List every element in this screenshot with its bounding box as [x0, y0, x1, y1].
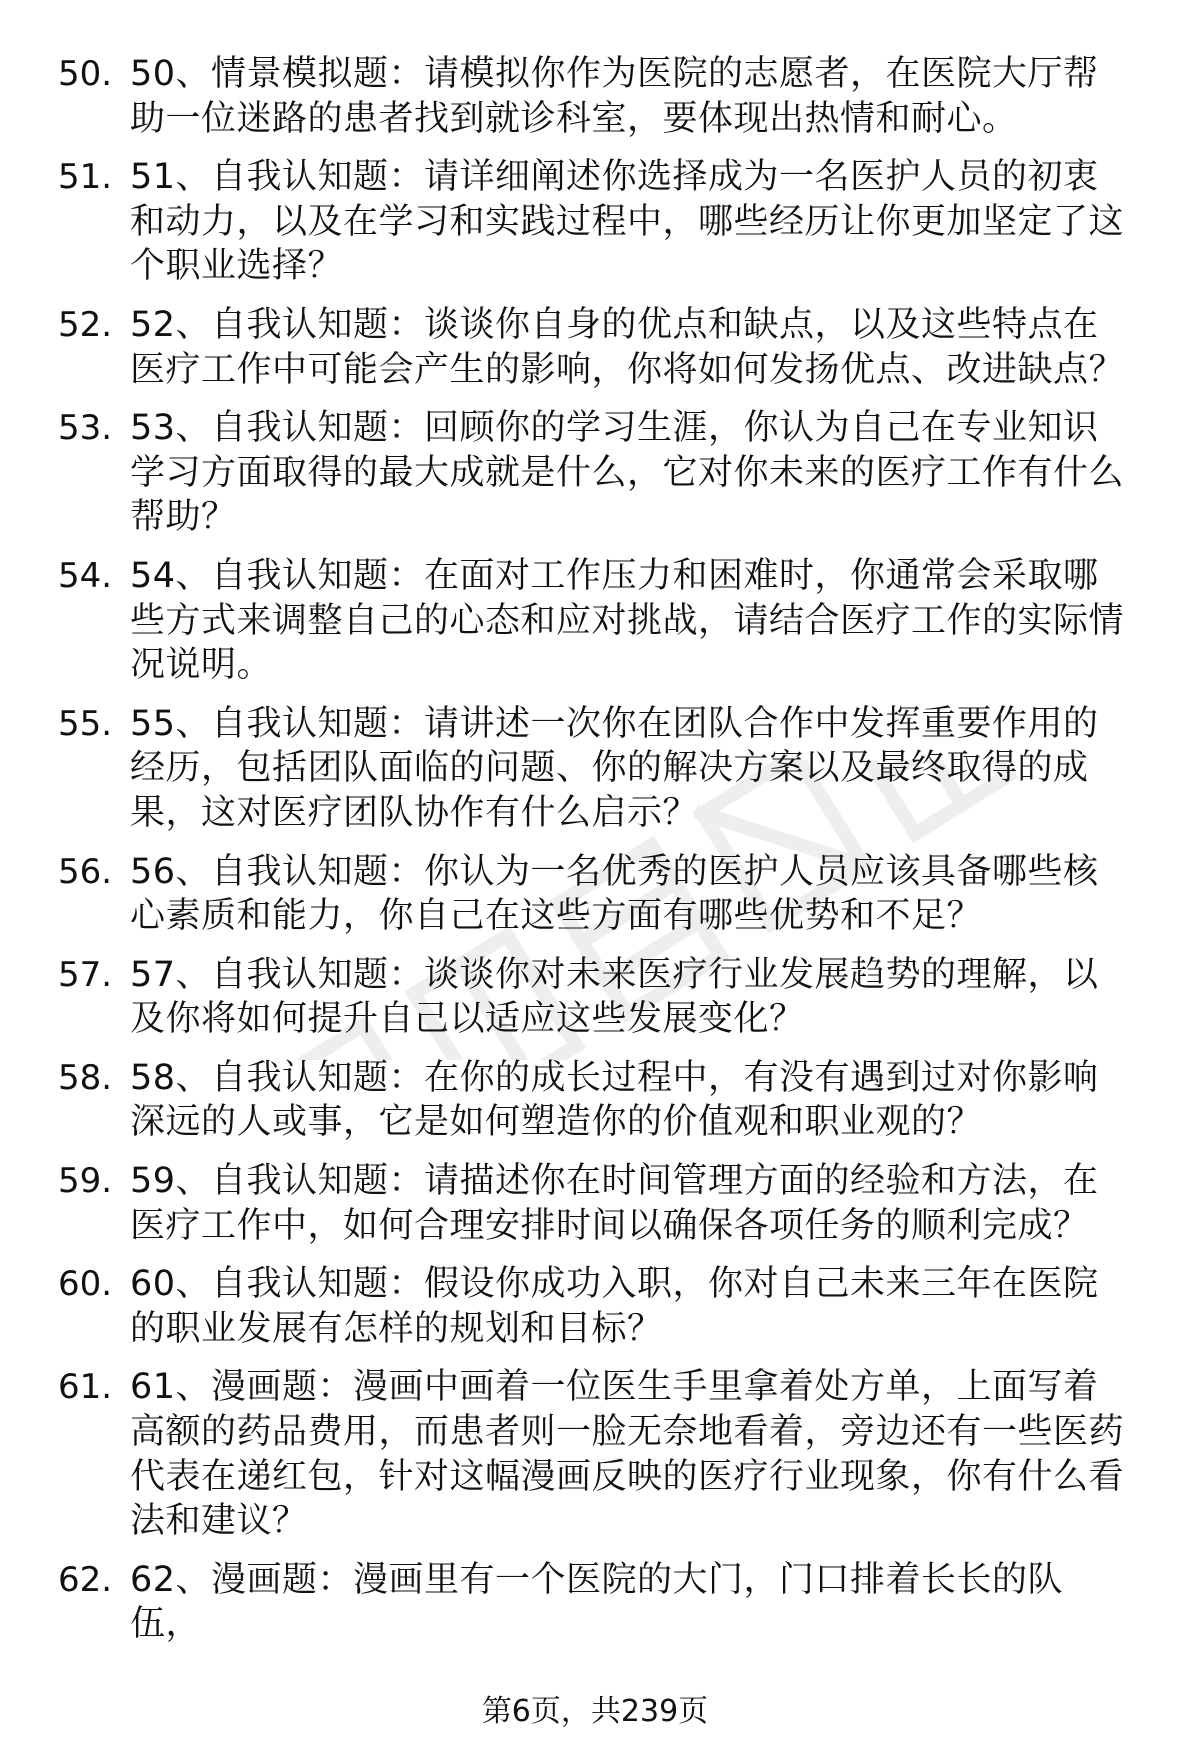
- question-item: [58, 155, 1158, 289]
- question-item: [58, 406, 1158, 540]
- question-number: 51.: [58, 157, 113, 198]
- question-item: [58, 850, 1158, 939]
- question-text: 56、自我认知题：你认为一名优秀的医护人员应该具备哪些核心素质和能力，你自己在这些方面有哪些优势和不足？: [130, 851, 1099, 937]
- question-text: 60、自我认知题：假设你成功入职，你对自己未来三年在医院的职业发展有怎样的规划和目标？: [130, 1264, 1099, 1349]
- question-number: 60.: [58, 1264, 113, 1305]
- question-text: 55、自我认知题：请讲述一次你在团队合作中发挥重要作用的经历，包括团队面临的问题、你的解决方案以及最终取得的成果，这对医疗团队协作有什么启示？: [130, 703, 1099, 833]
- question-number: 50.: [58, 54, 113, 94]
- question-number: 56.: [58, 851, 113, 892]
- question-text: 58、自我认知题：在你的成长过程中，有没有遇到过对你影响深远的人或事，它是如何塑造你的价值观和职业观的？: [130, 1057, 1099, 1143]
- question-item: [58, 1056, 1158, 1145]
- question-text: 52、自我认知题：谈谈你自身的优点和缺点，以及这些特点在医疗工作中可能会产生的影响，你将如何发扬优点、改进缺点？: [130, 304, 1125, 390]
- question-number: 54.: [58, 555, 113, 596]
- question-number: 57.: [58, 954, 113, 995]
- question-number: 52.: [58, 304, 113, 345]
- question-text: 51、自我认知题：请详细阐述你选择成为一名医护人员的初衷和动力，以及在学习和实践过程中，哪些经历让你更加坚定了这个职业选择？: [130, 157, 1125, 287]
- question-text: 61、漫画题：漫画中画着一位医生手里拿着处方单，上面写着高额的药品费用，而患者则一脸无奈地看着，旁边还有一些医药代表在递红包，针对这幅漫画反映的医疗行业现象，你有什么看法和建议？: [130, 1367, 1125, 1542]
- question-item: [58, 953, 1158, 1042]
- question-text: 62、漫画题：漫画里有一个医院的大门，门口排着长长的队伍，: [130, 1559, 1064, 1645]
- question-number: 62.: [58, 1559, 113, 1600]
- question-item: [58, 1159, 1158, 1248]
- question-item: [58, 1365, 1158, 1543]
- question-list: [58, 52, 1158, 1661]
- question-item: [58, 554, 1158, 688]
- question-item: [58, 1262, 1158, 1351]
- question-text: 59、自我认知题：请描述你在时间管理方面的经验和方法，在医疗工作中，如何合理安排时间以确保各项任务的顺利完成？: [130, 1161, 1099, 1246]
- question-item: [58, 1558, 1158, 1647]
- question-text: 50、情景模拟题：请模拟你作为医院的志愿者，在医院大厅帮助一位迷路的患者找到就诊科室，要体现出热情和耐心。: [130, 54, 1099, 139]
- question-text: 53、自我认知题：回顾你的学习生涯，你认为自己在专业知识学习方面取得的最大成就是什么，它对你未来的医疗工作有什么帮助？: [130, 408, 1125, 538]
- question-number: 55.: [58, 703, 113, 744]
- page-footer: 第6页，共239页: [481, 1694, 709, 1729]
- question-number: 58.: [58, 1057, 113, 1098]
- question-item: [58, 52, 1158, 141]
- question-text: 54、自我认知题：在面对工作压力和困难时，你通常会采取哪些方式来调整自己的心态和应对挑战，请结合医疗工作的实际情况说明。: [130, 555, 1125, 686]
- question-text: 57、自我认知题：谈谈你对未来医疗行业发展趋势的理解，以及你将如何提升自己以适应这些发展变化？: [130, 954, 1099, 1040]
- question-number: 59.: [58, 1161, 113, 1202]
- question-number: 53.: [58, 408, 113, 449]
- question-number: 61.: [58, 1367, 113, 1408]
- question-item: [58, 702, 1158, 836]
- question-item: [58, 303, 1158, 392]
